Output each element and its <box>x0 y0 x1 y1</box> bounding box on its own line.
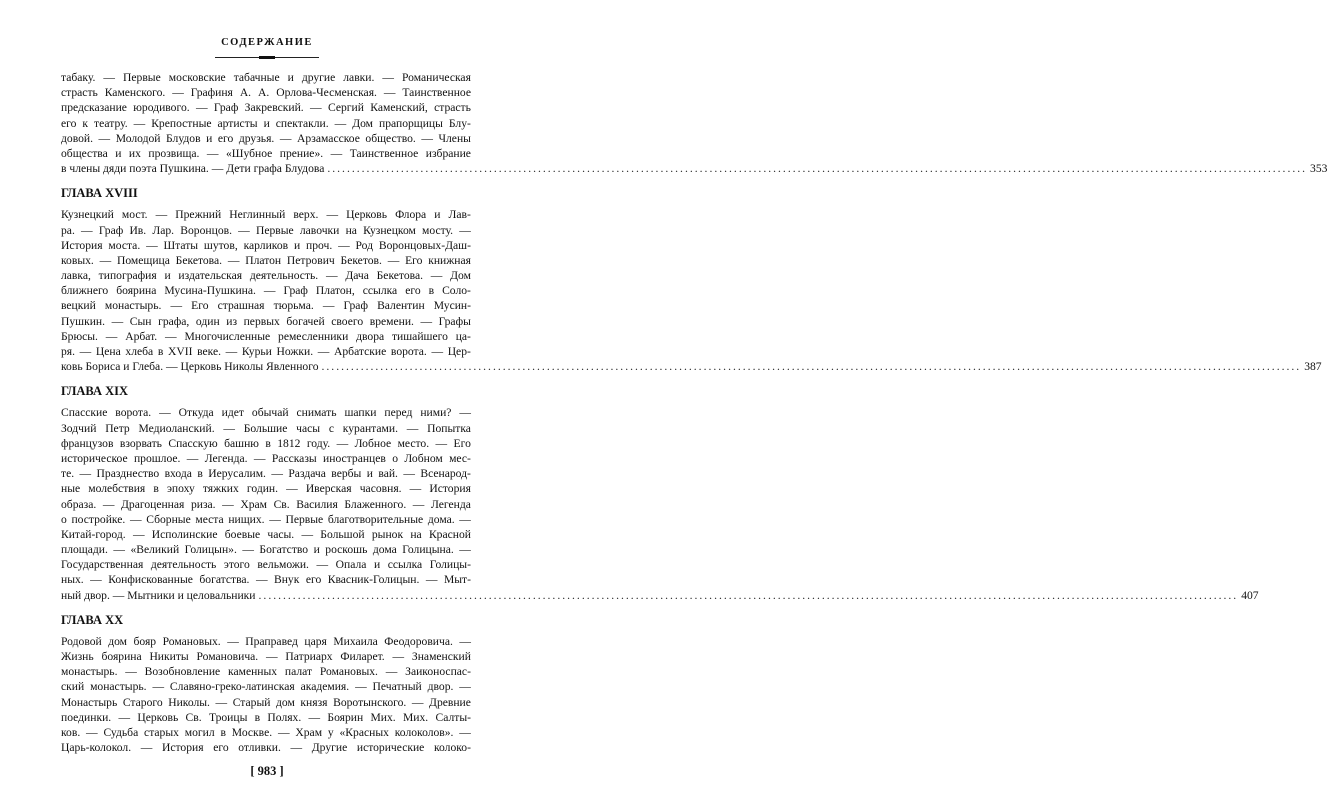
toc-text-line: Государственная деятельность этого вельможи. — Опала и ссылка Голицы- <box>61 558 471 572</box>
toc-page-number: 407 <box>1241 588 1259 602</box>
toc-page-number: 387 <box>1304 360 1322 374</box>
toc-text-line: ков. — Судьба старых могил в Москве. — Храм у «Красных колоколов». — <box>61 725 471 739</box>
chapter-heading: ГЛАВА XVIII <box>61 186 138 201</box>
chapter-heading: ГЛАВА XIX <box>61 384 129 399</box>
toc-last-line-text: ковь Бориса и Глеба. — Церковь Николы Явленного <box>61 360 319 374</box>
toc-text-line: вецкий монастырь. — Его страшная тюрьма. — Граф Валентин Мусин- <box>61 299 471 313</box>
toc-last-line-text: ный двор. — Мытники и целовальники <box>61 588 256 602</box>
page-number: [ 983 ] <box>250 764 284 778</box>
toc-text-line: ковых. — Помещица Бекетова. — Платон Петрович Бекетов. — Его книжная <box>61 253 471 267</box>
toc-last-line <box>61 588 1259 603</box>
chapter-heading: ГЛАВА XX <box>61 612 124 627</box>
toc-text-line: монастырь. — Возобновление каменных палат Романовых. — Заиконоспас- <box>61 665 471 679</box>
toc-last-line <box>61 161 1327 176</box>
toc-text-line: Брюсы. — Арбат. — Многочисленные ремесленники двора тишайшего ца- <box>61 329 471 343</box>
header-rule <box>215 57 319 58</box>
toc-text-line: ные молебствия в эпоху тяжких годин. — Иверская часовня. — История <box>61 482 471 496</box>
running-header: СОДЕРЖАНИЕ <box>221 37 313 48</box>
toc-text-line: французов взорвать Спасскую башню в 1812 году. — Лобное место. — Его <box>61 436 471 450</box>
toc-page-number: 353 <box>1310 162 1327 176</box>
toc-text-line: ных. — Конфискованные богатства. — Внук его Квасник-Голицын. — Мыт- <box>61 573 471 587</box>
leader-dots: ........................................................................................................................................................................................................ <box>321 360 1302 374</box>
toc-text-line: образа. — Драгоценная риза. — Храм Св. Василия Блаженного. — Легенда <box>61 497 471 511</box>
toc-text-line: ря. — Цена хлеба в XVII веке. — Курьи Ножки. — Арбатские ворота. — Цер- <box>61 345 471 358</box>
toc-text-line: Царь-колокол. — История его отливки. — Другие исторические колоко- <box>61 741 471 755</box>
chapter-contents <box>61 405 1259 602</box>
toc-text-line: страсть Каменского. — Графиня А. А. Орлова-Чесменская. — Таинственное <box>61 86 471 100</box>
chapter-contents <box>61 207 1322 374</box>
toc-content <box>61 70 1327 755</box>
toc-text-line: Родовой дом бояр Романовых. — Праправед царя Михаила Феодоровича. — <box>61 634 471 648</box>
toc-text-line: историческое прошлое. — Легенда. — Рассказы иностранцев о Лобном мес- <box>61 451 471 465</box>
toc-text-line: История моста. — Штаты шутов, карликов и проч. — Род Воронцовых-Даш- <box>61 238 471 252</box>
chapter-contents <box>61 634 471 756</box>
toc-text-line: Спасские ворота. — Откуда идет обычай снимать шапки перед ними? — <box>61 406 471 420</box>
toc-text-line: Пушкин. — Сын графа, один из первых богачей своего времени. — Графы <box>61 314 471 328</box>
leader-dots: ........................................................................................................................................................................................................ <box>327 162 1308 176</box>
toc-text-line: предсказание юродивого. — Граф Закревский. — Сергий Каменский, страсть <box>61 101 471 115</box>
toc-text-line: Китай-город. — Исполинские боевые часы. — Большой рынок на Красной <box>61 527 471 541</box>
toc-text-line: ский монастырь. — Славяно-греко-латинская академия. — Печатный двор. — <box>61 680 471 694</box>
toc-last-line <box>61 359 1322 374</box>
toc-text-line: площади. — «Великий Голицын». — Богатство и роскошь дома Голицына. — <box>61 543 471 557</box>
toc-text-line: Зодчий Петр Медиоланский. — Большие часы с курантами. — Попытка <box>61 421 471 435</box>
toc-entry-intro <box>61 70 1327 176</box>
toc-text-line: поединки. — Церковь Св. Троицы в Полях. — Боярин Мих. Мих. Салты- <box>61 710 471 724</box>
toc-text-line: Монастырь Старого Николы. — Старый дом князя Воротынского. — Древние <box>61 695 471 709</box>
toc-text-line: ближнего боярина Мусина-Пушкина. — Граф Платон, ссылка его в Соло- <box>61 284 471 298</box>
toc-chapters <box>61 186 1322 755</box>
toc-text-line: табаку. — Первые московские табачные и другие лавки. — Романическая <box>61 71 471 84</box>
toc-text-line: довой. — Молодой Блудов и его друзья. — Арзамасское общество. — Члены <box>61 131 471 145</box>
toc-text-line: ра. — Граф Ив. Лар. Воронцов. — Первые лавочки на Кузнецком мосту. — <box>61 223 471 237</box>
toc-text-line: те. — Празднество входа в Иерусалим. — Раздача вербы и вай. — Всенарод- <box>61 467 471 481</box>
toc-text-line: общества и их прозвища. — «Шубное прение». — Таинственное избрание <box>61 146 471 160</box>
toc-text-line: Кузнецкий мост. — Прежний Неглинный верх. — Церковь Флора и Лав- <box>61 208 471 222</box>
toc-text-line: о постройке. — Сборные места нищих. — Первые благотворительные дома. — <box>61 512 471 526</box>
toc-text-line: лавка, типография и издательская деятельность. — Дача Бекетова. — Дом <box>61 269 471 283</box>
toc-last-line-text: в члены дяди поэта Пушкина. — Дети графа Блудова <box>61 162 325 176</box>
leader-dots: ........................................................................................................................................................................................................ <box>258 588 1239 602</box>
toc-text-line: Жизнь боярина Никиты Романовича. — Патриарх Филарет. — Знаменский <box>61 650 471 663</box>
toc-text-line: его к театру. — Крепостные артисты и спектакли. — Дом прапорщицы Блу- <box>61 116 471 130</box>
